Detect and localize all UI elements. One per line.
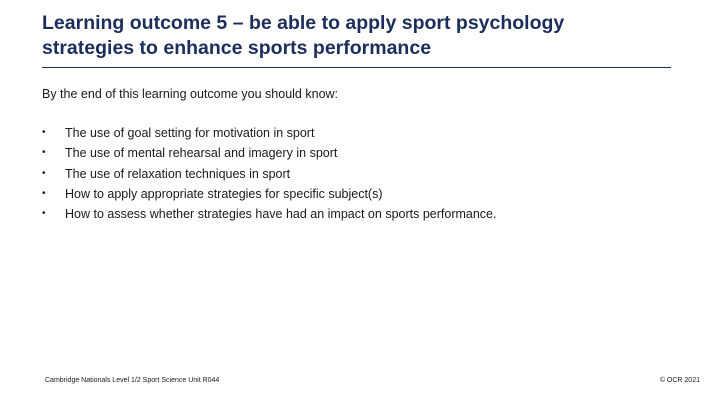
list-item-text: How to assess whether strategies have had an impact on sports performance. bbox=[65, 207, 497, 222]
list-item-text: How to apply appropriate strategies for specific subject(s) bbox=[65, 186, 383, 201]
slide-title-line-1: Learning outcome 5 – be able to apply sport psychology bbox=[42, 12, 565, 34]
bullet-icon: • bbox=[42, 187, 46, 199]
bullet-icon: • bbox=[42, 147, 46, 159]
footer-course-name: Cambridge Nationals Level 1/2 Sport Science Unit R044 bbox=[45, 377, 220, 384]
bullet-icon: • bbox=[42, 127, 46, 138]
slide-title-line-2: strategies to enhance sports performance bbox=[42, 37, 432, 59]
list-item-text: The use of goal setting for motivation in sport bbox=[65, 126, 315, 140]
list-item-text: The use of relaxation techniques in sport bbox=[65, 166, 291, 181]
slide-title bbox=[42, 11, 682, 61]
bullet-icon: • bbox=[42, 167, 46, 179]
list-item-text: The use of mental rehearsal and imagery in sport bbox=[65, 146, 338, 161]
bullet-icon: • bbox=[42, 208, 46, 220]
title-divider bbox=[42, 67, 671, 68]
footer-copyright: © OCR 2021 bbox=[659, 377, 700, 384]
intro-text: By the end of this learning outcome you should know: bbox=[42, 87, 339, 101]
